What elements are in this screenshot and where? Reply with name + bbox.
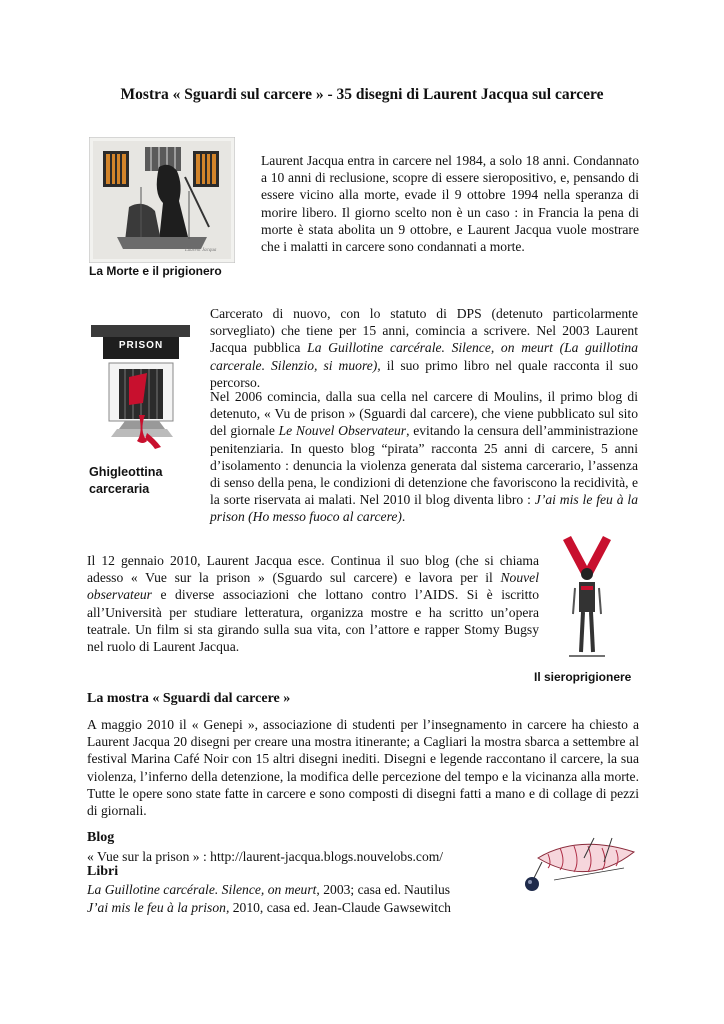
drawing-signature: Laurent Jacqua (185, 248, 217, 253)
drawing-death-and-prisoner (89, 137, 235, 263)
image-caption-death-prisoner: La Morte e il prigionero (89, 264, 222, 278)
paragraph-intro: Laurent Jacqua entra in carcere nel 1984, a solo 18 anni. Condannato a 10 anni di reclusione, scopre di essere sieropositivo, e, pensando di essere vicino alla morte, evade il 9 ottobre 1994 nella speranza di morire libero. Il giorno scelto non è un caso : in Francia la pena di morte è stata abolita un 9 ottobre, e Laurent Jacqua vuole mostrare che i malatti in carcere sono condannati a morte. (261, 153, 639, 255)
p2-book-title: La Guillotine carcérale. Silence, on meurt (La guillotina carcerale. Silenzio, si muore), (210, 340, 638, 373)
book1-title: La Guillotine carcérale. Silence, on meurt (87, 882, 317, 897)
book2-details: 2010, casa ed. Jean-Claude Gawsewitch (229, 900, 451, 915)
book-entry-guillotine (87, 881, 450, 898)
section-heading-books: Libri (87, 864, 119, 879)
book2-title: J’ai mis le feu à la prison, (87, 900, 230, 915)
paragraph-second-arrest (210, 305, 638, 391)
book1-details: , 2003; casa ed. Nautilus (316, 882, 451, 897)
p4-text-a: Il 12 gennaio 2010, Laurent Jacqua esce. Continua il suo blog (che si chiama adesso « Vue sur la prison » (Sguardo sul carcere) e lavora per il (87, 553, 539, 586)
p2-text-a: Carcerato di nuovo, con lo statuto di DPS (detenuto particolarmente sorvegliato) che tiene per 15 anni, comincia a scrivere. Nel 2003 Laurent Jacqua pubblica (210, 306, 638, 356)
drawing-shell-and-ball (524, 828, 637, 898)
section-heading-blog: Blog (87, 830, 115, 845)
blog-link[interactable]: « Vue sur la prison » : http://laurent-jacqua.blogs.nouvelobs.com/ (87, 849, 444, 864)
p4-text-b: e diverse associazioni che lottano contro l’AIDS. Si è iscritto all’Università per studiare letteratura, organizza mostre e ha scritto un’opera teatrale. Un film si sta girando sulla sua vita, con l’attore e rapper Stomy Bugsy nel ruolo di Laurent Jacqua. (87, 587, 539, 655)
p4-newspaper: Nouvel observateur (87, 570, 539, 603)
p2-text-b: il suo primo libro nel quale racconta il suo percorso. (210, 357, 639, 390)
paragraph-exhibition: A maggio 2010 il « Genepi », associazione di studenti per l’insegnamento in carcere ha chiesto a Laurent Jacqua 20 disegni per creare una mostra itinerante; a Cagliari la mostra sbarca a settembre al festival Marina Café Noir con 15 altri disegni inediti. Disegni e legende raccontano il carcere, la sua violenza, l’inferno della detenzione, la modifica delle percezione del tempo e la vicinanza alla morte. Tutte le opere sono state fatte in carcere e sono composti di disegni fatti a mano e di collage di pezzi di giornali. (87, 717, 639, 819)
book-entry-feu (87, 899, 451, 916)
p3-book-title: J’ai mis le feu à la prison (Ho messo fuoco al carcere) (210, 492, 638, 525)
drawing-prison-guillotine (89, 323, 192, 453)
paragraph-release (87, 552, 539, 655)
image-caption-guillotine: Ghigleottina carceraria (89, 465, 163, 496)
page-title: Mostra « Sguardi sul carcere » - 35 disegni di Laurent Jacqua sul carcere (120, 86, 604, 103)
p3-text-a: Nel 2006 comincia, dalla sua cella nel carcere di Moulins, il primo blog di detenuto, « Vu de prison » (Sguardi dal carcere), che viene pubblicato sul sito del giornale (210, 389, 638, 439)
image-caption-hiv-prisoner: Il sieroprigionere (534, 670, 632, 684)
p3-text-b: , evitando la censura dell’amministrazione penitenziaria. In questo blog “pirata” racconta 25 anni di carcere, 5 anni d’isolamento : denuncia la violenza generata dal sistema carcerario, l’assenza di senso della pena, le condizioni di detenzione che favoriscono la recidività, e la sorte riservata ai malati. Nel 2010 il blog diventa libro : (210, 423, 638, 508)
drawing-hiv-prisoner (561, 534, 613, 662)
paragraph-blog (210, 388, 638, 526)
p3-newspaper: Le Nouvel Observateur (278, 423, 407, 439)
p3-text-c: . (401, 509, 406, 525)
prison-sign-text: PRISON (118, 340, 164, 351)
section-heading-exhibition: La mostra « Sguardi dal carcere » (87, 691, 291, 706)
